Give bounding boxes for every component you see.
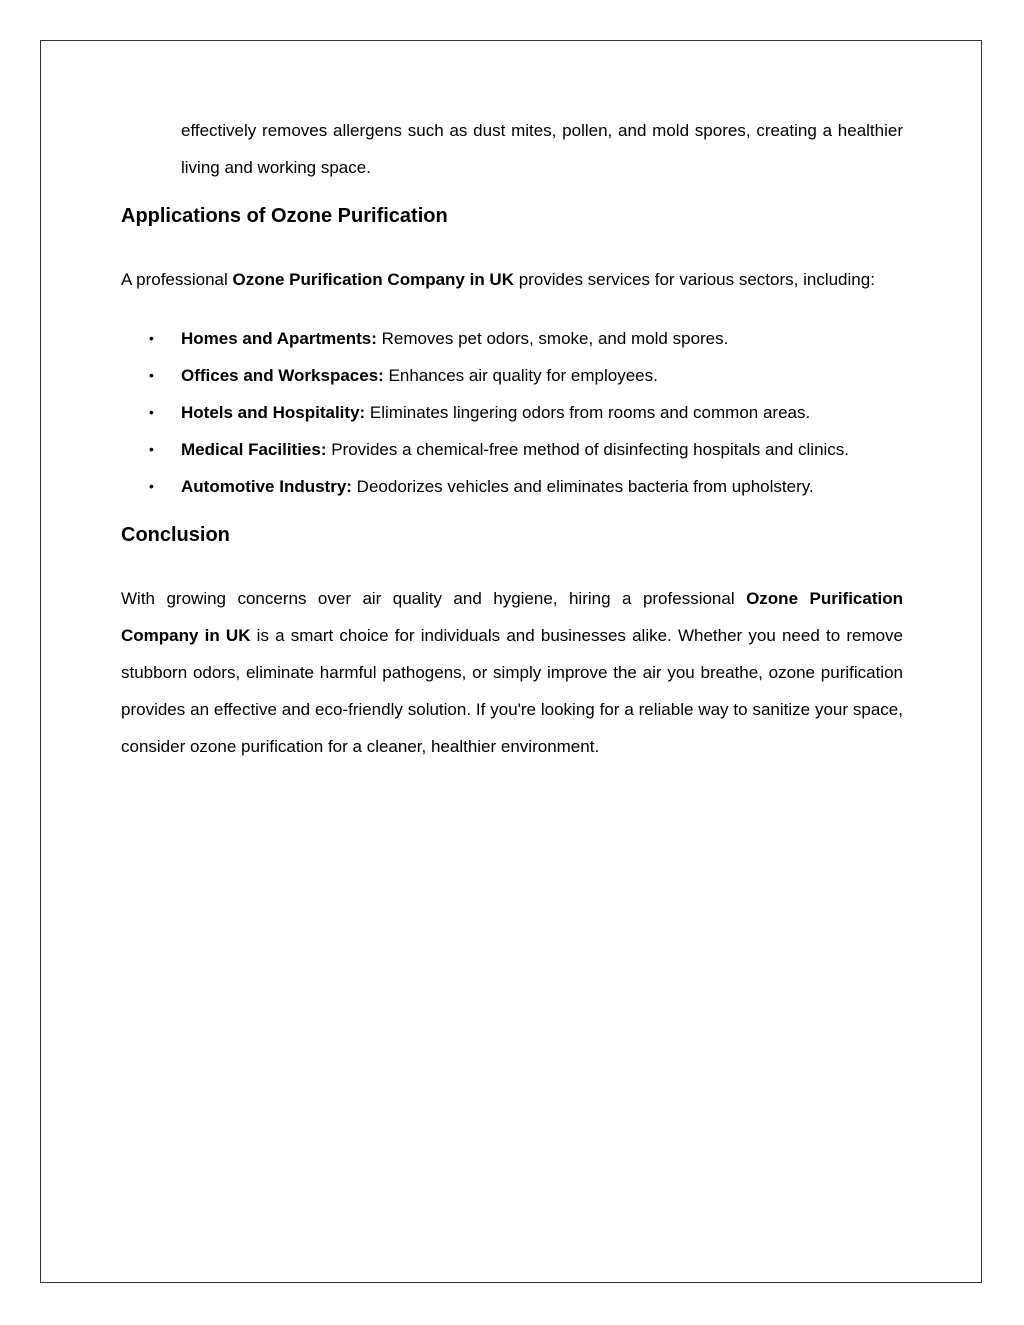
intro-continuation-paragraph: effectively removes allergens such as dust mites, pollen, and mold spores, creating a healthier living and working space. <box>181 121 903 177</box>
list-item <box>121 320 903 357</box>
list-item-term: Homes and Apartments: <box>181 329 377 348</box>
list-item <box>121 468 903 505</box>
list-item-desc: Provides a chemical-free method of disinfecting hospitals and clinics. <box>326 440 850 459</box>
applications-intro-paragraph <box>121 261 903 298</box>
bullet: • <box>149 441 154 457</box>
bullet: • <box>149 367 154 383</box>
conclusion-text-bold: Ozone Purification Company in UK <box>121 589 903 645</box>
conclusion-text-post: is a smart choice for individuals and businesses alike. Whether you need to remove stubborn odors, eliminate harmful pathogens, or simply improve the air you breathe, ozone purification provides an effective and eco-friendly solution. If you're looking for a reliable way to sanitize your space, consider ozone purification for a cleaner, healthier environment. <box>121 626 904 756</box>
conclusion-heading: Conclusion <box>121 524 230 546</box>
bullet: • <box>149 478 154 494</box>
list-item-desc: Deodorizes vehicles and eliminates bacteria from upholstery. <box>351 477 814 496</box>
list-item-term: Medical Facilities: <box>181 440 327 459</box>
bullet: • <box>149 330 154 346</box>
list-item <box>121 431 903 468</box>
list-item-desc: Eliminates lingering odors from rooms and common areas. <box>365 403 811 422</box>
list-item-desc: Removes pet odors, smoke, and mold spores. <box>376 329 729 348</box>
applications-intro-pre: A professional <box>121 270 233 289</box>
conclusion-paragraph <box>121 580 903 765</box>
list-item-desc: Enhances air quality for employees. <box>383 366 658 385</box>
list-item-term: Offices and Workspaces: <box>181 366 384 385</box>
document-body <box>121 112 903 765</box>
applications-list <box>121 320 903 505</box>
list-item-term: Hotels and Hospitality: <box>181 403 366 422</box>
applications-heading: Applications of Ozone Purification <box>121 205 448 227</box>
list-item-term: Automotive Industry: <box>181 477 352 496</box>
conclusion-text-pre: With growing concerns over air quality and hygiene, hiring a professional <box>121 589 747 608</box>
bullet: • <box>149 404 154 420</box>
applications-intro-post: provides services for various sectors, including: <box>513 270 875 289</box>
list-item <box>121 394 903 431</box>
applications-intro-bold: Ozone Purification Company in UK <box>232 270 514 289</box>
list-item <box>121 357 903 394</box>
